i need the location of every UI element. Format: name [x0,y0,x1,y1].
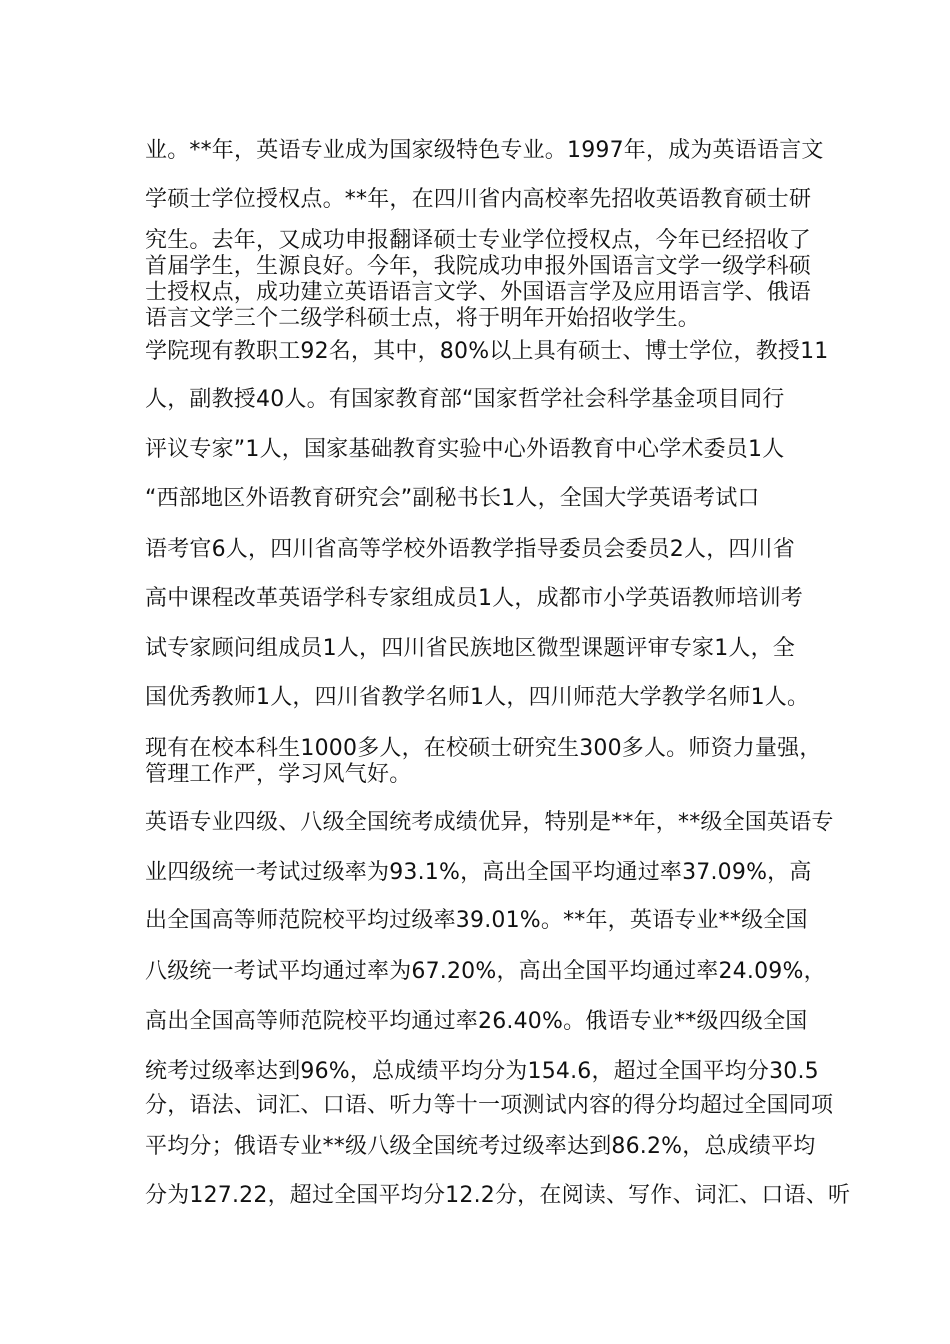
text-line: 语言文学三个二级学科硕士点，将于明年开始招收学生。 [145,306,701,331]
text-line: 分为127.22，超过全国平均分12.2分，在阅读、写作、词汇、口语、听 [145,1183,851,1208]
text-line: 管理工作严，学习风气好。 [145,762,412,787]
text-line: 究生。去年，又成功申报翻译硕士专业学位授权点，今年已经招收了 [145,228,812,253]
text-line: 学院现有教职工92名，其中，80%以上具有硕士、博士学位，教授11 [145,339,829,364]
text-line: 出全国高等师范院校平均过级率39.01%。**年，英语专业**级全国 [145,908,808,933]
text-line: 学硕士学位授权点。**年，在四川省内高校率先招收英语教育硕士研 [145,187,812,212]
text-line: “西部地区外语教育研究会”副秘书长1人，全国大学英语考试口 [145,486,760,511]
text-line: 分，语法、词汇、口语、听力等十一项测试内容的得分均超过全国同项 [145,1093,834,1118]
text-line: 平均分；俄语专业**级八级全国统考过级率达到86.2%，总成绩平均 [145,1134,816,1159]
text-line: 业。**年，英语专业成为国家级特色专业。1997年，成为英语语言文 [145,138,824,163]
text-line: 高出全国高等师范院校平均通过率26.40%。俄语专业**级四级全国 [145,1009,808,1034]
text-line: 士授权点，成功建立英语语言文学、外国语言学及应用语言学、俄语 [145,280,812,305]
text-line: 国优秀教师1人，四川省教学名师1人，四川师范大学教学名师1人。 [145,685,810,710]
text-line: 首届学生，生源良好。今年，我院成功申报外国语言文学一级学科硕 [145,254,812,279]
text-line: 人，副教授40人。有国家教育部“国家哲学社会科学基金项目同行 [145,387,785,412]
text-line: 试专家顾问组成员1人，四川省民族地区微型课题评审专家1人，全 [145,636,795,661]
text-line: 高中课程改革英语学科专家组成员1人，成都市小学英语教师培训考 [145,586,803,611]
text-line: 八级统一考试平均通过率为67.20%，高出全国平均通过率24.09%， [145,959,826,984]
text-line: 评议专家”1人，国家基础教育实验中心外语教育中心学术委员1人 [145,437,785,462]
text-line: 统考过级率达到96%，总成绩平均分为154.6，超过全国平均分30.5 [145,1059,819,1084]
text-line: 英语专业四级、八级全国统考成绩优异，特别是**年，**级全国英语专 [145,810,834,835]
text-line: 语考官6人，四川省高等学校外语教学指导委员会委员2人，四川省 [145,537,795,562]
text-line: 业四级统一考试过级率为93.1%，高出全国平均通过率37.09%，高 [145,860,812,885]
text-line: 现有在校本科生1000多人，在校硕士研究生300多人。师资力量强， [145,736,822,761]
